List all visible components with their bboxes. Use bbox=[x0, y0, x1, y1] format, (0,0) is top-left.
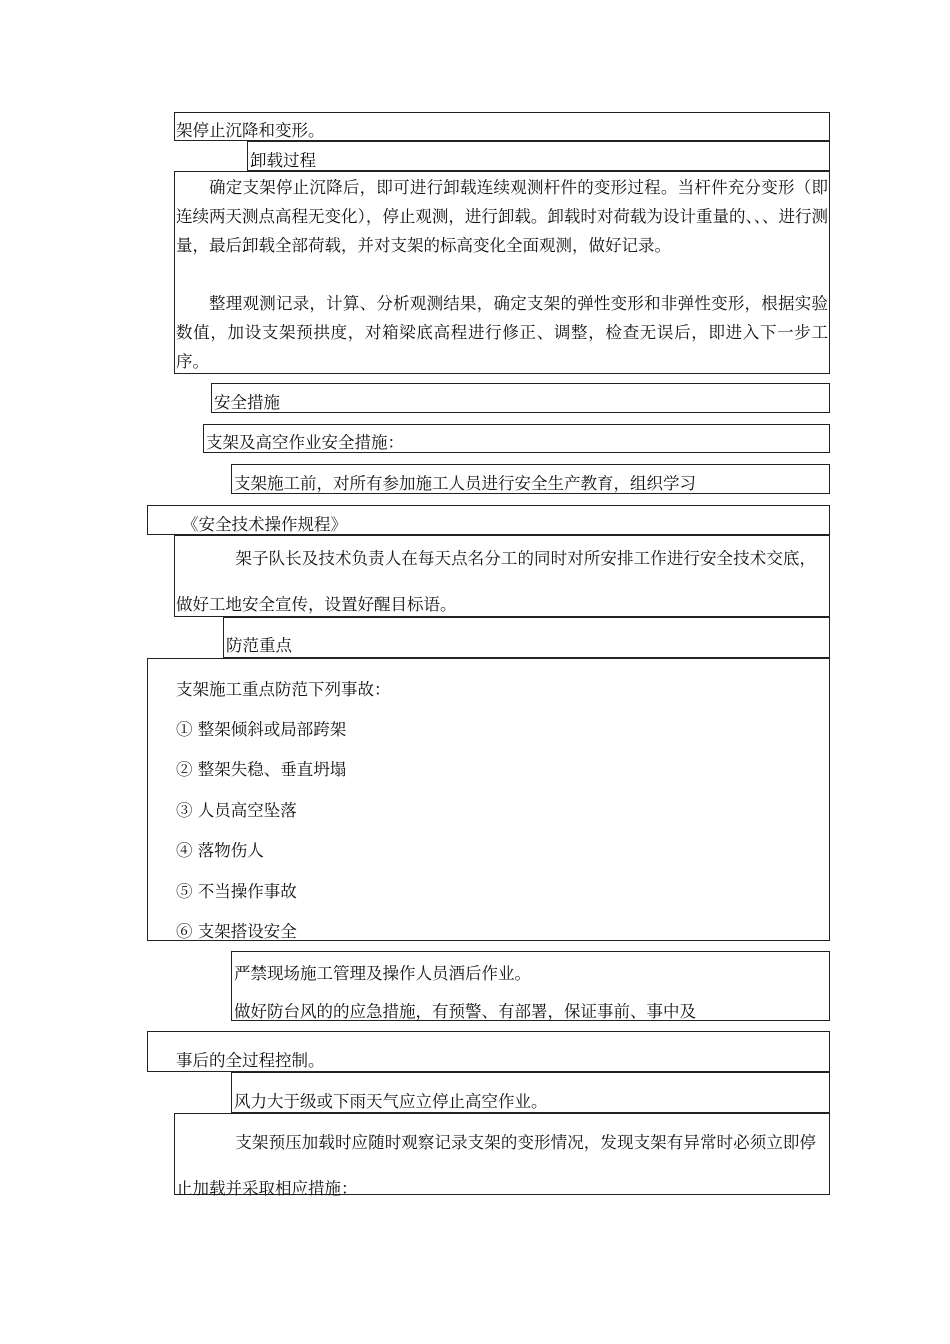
section-box-8 bbox=[174, 535, 830, 617]
section-box-5 bbox=[203, 424, 830, 453]
section-box-4 bbox=[211, 383, 830, 413]
paragraph: 整理观测记录，计算、分析观测结果，确定支架的弹性变形和非弹性变形，根据实验数值，加设支架预拱度，对箱梁底高程进行修正、调整，检查无误后，即进入下一步工序。 bbox=[176, 294, 828, 371]
section-text: 架停止沉降和变形。 bbox=[176, 121, 325, 140]
section-text: 支架施工前，对所有参加施工人员进行安全生产教育，组织学习 bbox=[234, 474, 696, 493]
list-item: ② 整架失稳、垂直坍塌 bbox=[176, 760, 347, 779]
paragraph: 架子队长及技术负责人在每天点名分工的同时对所安排工作进行安全技术交底，做好工地安全宣传，设置好醒目标语。 bbox=[176, 549, 816, 614]
section-box-1 bbox=[174, 112, 830, 141]
section-box-6 bbox=[231, 464, 830, 494]
section-heading: 安全措施 bbox=[214, 393, 280, 412]
paragraph: 支架预压加载时应随时观察记录支架的变形情况，发现支架有异常时必须立即停止加载并采取相应措施： bbox=[176, 1133, 816, 1198]
paragraph: 确定支架停止沉降后，即可进行卸载连续观测杆件的变形过程。当杆件充分变形（即连续两天测点高程无变化），停止观测，进行卸载。卸载时对荷载为设计重量的、、、进行测量，最后卸载全部荷载，并对支架的标高变化全面观测，做好记录。 bbox=[176, 178, 828, 255]
section-box-11 bbox=[231, 951, 830, 1021]
list-item: ④ 落物伤人 bbox=[176, 841, 264, 860]
list-item: ③ 人员高空坠落 bbox=[176, 801, 297, 820]
list-intro: 支架施工重点防范下列事故： bbox=[176, 680, 391, 699]
section-heading: 支架及高空作业安全措施： bbox=[206, 433, 404, 452]
list-item: ⑤ 不当操作事故 bbox=[176, 882, 297, 901]
section-text: 风力大于级或下雨天气应立停止高空作业。 bbox=[234, 1092, 548, 1111]
section-box-3 bbox=[174, 171, 830, 374]
section-box-12 bbox=[147, 1031, 830, 1072]
section-text: 事后的全过程控制。 bbox=[176, 1051, 325, 1070]
section-heading: 防范重点 bbox=[226, 636, 292, 655]
section-box-9 bbox=[223, 617, 830, 658]
section-text: 《安全技术操作规程》 bbox=[182, 515, 347, 534]
section-text: 严禁现场施工管理及操作人员酒后作业。 bbox=[234, 964, 531, 983]
section-text: 做好防台风的的应急措施，有预警、有部署，保证事前、事中及 bbox=[234, 1002, 696, 1021]
section-box-7 bbox=[147, 505, 830, 535]
section-box-2 bbox=[247, 141, 830, 171]
section-box-13 bbox=[231, 1072, 830, 1113]
section-box-14 bbox=[174, 1113, 830, 1198]
list-item: ⑥ 支架搭设安全 bbox=[176, 922, 297, 941]
section-heading: 卸载过程 bbox=[250, 151, 316, 170]
section-box-10 bbox=[147, 658, 830, 941]
list-item: ① 整架倾斜或局部跨架 bbox=[176, 720, 347, 739]
